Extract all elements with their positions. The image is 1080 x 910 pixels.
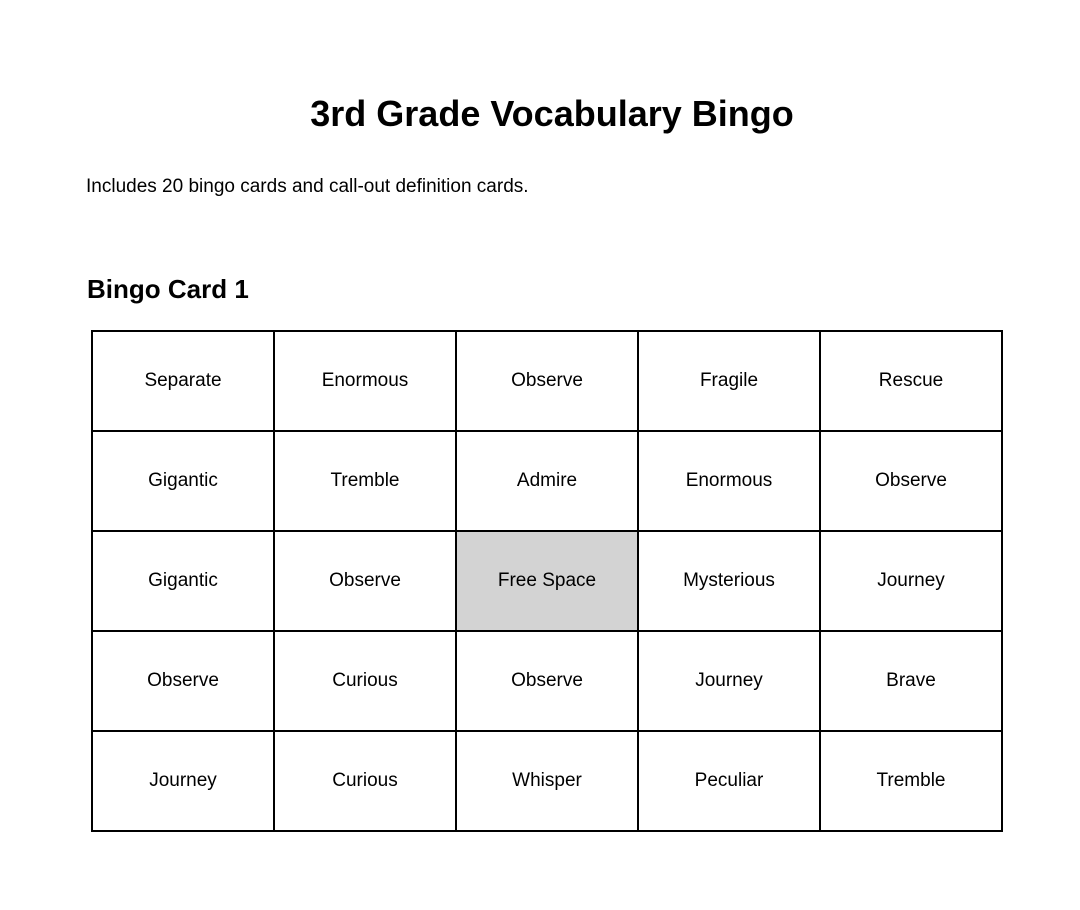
bingo-cell: Observe — [456, 331, 638, 431]
bingo-row — [92, 331, 1002, 431]
bingo-card-heading: Bingo Card 1 — [87, 274, 249, 304]
bingo-row — [92, 731, 1002, 831]
bingo-cell: Enormous — [638, 431, 820, 531]
bingo-cell: Observe — [456, 631, 638, 731]
bingo-cell: Enormous — [274, 331, 456, 431]
bingo-cell: Separate — [92, 331, 274, 431]
bingo-row — [92, 531, 1002, 631]
bingo-row — [92, 431, 1002, 531]
bingo-cell: Curious — [274, 631, 456, 731]
bingo-cell: Journey — [638, 631, 820, 731]
bingo-cell: Admire — [456, 431, 638, 531]
bingo-cell: Brave — [820, 631, 1002, 731]
intro-text: Includes 20 bingo cards and call-out definition cards. — [86, 176, 529, 197]
bingo-card-grid — [91, 330, 1003, 832]
bingo-row — [92, 631, 1002, 731]
bingo-cell: Gigantic — [92, 431, 274, 531]
bingo-cell: Rescue — [820, 331, 1002, 431]
bingo-cell: Observe — [274, 531, 456, 631]
bingo-cell: Journey — [92, 731, 274, 831]
bingo-cell: Mysterious — [638, 531, 820, 631]
bingo-cell: Tremble — [274, 431, 456, 531]
bingo-cell: Observe — [820, 431, 1002, 531]
bingo-cell: Tremble — [820, 731, 1002, 831]
bingo-cell: Curious — [274, 731, 456, 831]
bingo-cell: Peculiar — [638, 731, 820, 831]
bingo-cell: Fragile — [638, 331, 820, 431]
bingo-cell: Journey — [820, 531, 1002, 631]
bingo-cell: Gigantic — [92, 531, 274, 631]
page-title: 3rd Grade Vocabulary Bingo — [310, 93, 794, 134]
free-space-cell: Free Space — [456, 531, 638, 631]
bingo-cell: Whisper — [456, 731, 638, 831]
bingo-cell: Observe — [92, 631, 274, 731]
